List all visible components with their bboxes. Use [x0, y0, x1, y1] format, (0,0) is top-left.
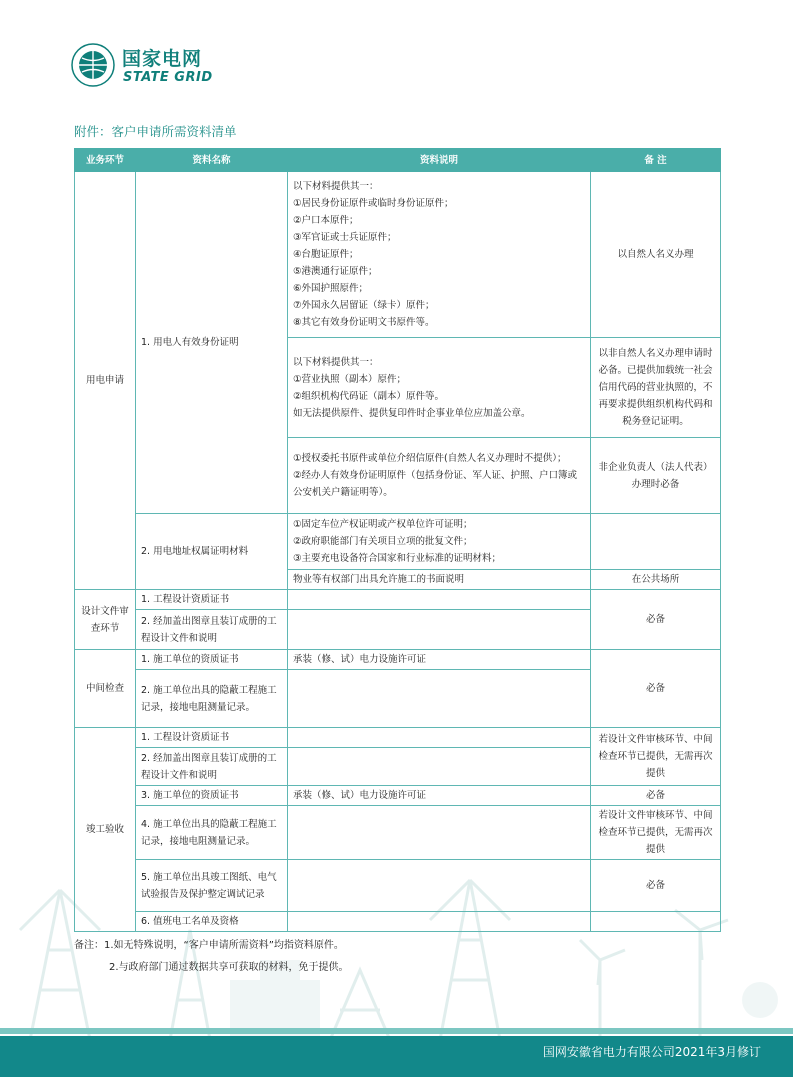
material-desc-cell: 物业等有权部门出具允许施工的书面说明 — [288, 570, 591, 590]
desc-line: ②组织机构代码证（副本）原件等。 — [293, 390, 445, 402]
material-name-cell: 1. 工程设计资质证书 — [136, 728, 288, 748]
material-name-cell: 2. 用电地址权属证明材料 — [136, 514, 288, 590]
remark-cell: 必备 — [591, 786, 721, 806]
material-name-cell: 1. 工程设计资质证书 — [136, 590, 288, 610]
header-stage: 业务环节 — [75, 149, 136, 172]
desc-line: ①营业执照（副本）原件； — [293, 373, 407, 385]
table-row — [75, 806, 721, 860]
material-desc-cell — [288, 590, 591, 610]
stage-cell: 设计文件审查环节 — [75, 590, 136, 650]
desc-line: ②经办人有效身份证明原件（包括身份证、军人证、护照、户口簿或公安机关户籍证明等）。 — [293, 470, 578, 498]
remark-cell: 非企业负责人（法人代表）办理时必备 — [591, 438, 721, 514]
material-name-cell: 1. 施工单位的资质证书 — [136, 650, 288, 670]
footer-accent-bar — [0, 1028, 793, 1034]
header-material-desc: 资料说明 — [288, 149, 591, 172]
table-row — [75, 912, 721, 932]
material-desc-cell — [288, 806, 591, 860]
header-material-name: 资料名称 — [136, 149, 288, 172]
table-row — [75, 590, 721, 610]
remark-cell: 若设计文件审核环节、中间检查环节已提供，无需再次提供 — [591, 728, 721, 786]
material-desc-cell — [288, 728, 591, 748]
desc-line: ⑤港澳通行证原件； — [293, 266, 378, 277]
materials-table — [74, 148, 721, 932]
table-row — [75, 650, 721, 670]
remark-cell — [591, 514, 721, 570]
footer-revision-text: 国网安徽省电力有限公司2021年3月修订 — [542, 1045, 761, 1059]
table-row — [75, 786, 721, 806]
header-remark: 备 注 — [591, 149, 721, 172]
desc-line: ①授权委托书原件或单位介绍信原件(自然人名义办理时不提供）； — [293, 453, 567, 464]
remark-cell — [591, 912, 721, 932]
desc-line: ④台胞证原件； — [293, 249, 359, 260]
material-desc-cell — [288, 172, 591, 338]
state-grid-logo — [70, 42, 245, 92]
table-header-row — [75, 149, 721, 172]
material-desc-cell — [288, 514, 591, 570]
remark-cell: 必备 — [591, 860, 721, 912]
material-name-cell: 2. 经加盖出图章且装订成册的工程设计文件和说明 — [136, 610, 288, 650]
logo-chinese-name: 国家电网 — [122, 48, 203, 70]
table-row — [75, 514, 721, 570]
stage-cell: 用电申请 — [75, 172, 136, 590]
desc-line: ⑦外国永久居留证（绿卡）原件； — [293, 300, 435, 311]
material-name-cell: 3. 施工单位的资质证书 — [136, 786, 288, 806]
remark-cell: 在公共场所 — [591, 570, 721, 590]
remark-cell: 以自然人名义办理 — [591, 172, 721, 338]
material-desc-cell — [288, 438, 591, 514]
material-desc-cell — [288, 670, 591, 728]
desc-line: ③军官证或士兵证原件； — [293, 232, 397, 243]
stage-cell: 竣工验收 — [75, 728, 136, 932]
desc-line: ③主要充电设备符合国家和行业标准的证明材料； — [293, 553, 502, 564]
material-desc-cell: 承装（修、试）电力设施许可证 — [288, 650, 591, 670]
material-desc-cell — [288, 860, 591, 912]
material-name-cell: 2. 施工单位出具的隐蔽工程施工记录，接地电阻测量记录。 — [136, 670, 288, 728]
stage-cell: 中间检查 — [75, 650, 136, 728]
material-name-cell: 1. 用电人有效身份证明 — [136, 172, 288, 514]
state-grid-globe-icon — [70, 42, 116, 88]
table-row — [75, 728, 721, 748]
desc-line: 以下材料提供其一： — [293, 356, 379, 368]
desc-line: ⑥外国护照原件； — [293, 283, 369, 294]
remark-cell: 以非自然人名义办理申请时必备。已提供加载统一社会信用代码的营业执照的，不再要求提供组织机构代码和税务登记证明。 — [591, 338, 721, 438]
desc-line: ②户口本原件； — [293, 215, 359, 226]
desc-line: 以下材料提供其一： — [293, 181, 379, 192]
material-name-cell: 2. 经加盖出图章且装订成册的工程设计文件和说明 — [136, 748, 288, 786]
material-desc-cell — [288, 338, 591, 438]
remark-cell: 必备 — [591, 650, 721, 728]
material-desc-cell — [288, 610, 591, 650]
material-desc-cell: 承装（修、试）电力设施许可证 — [288, 786, 591, 806]
desc-line: ②政府职能部门有关项目立项的批复文件； — [293, 536, 473, 547]
desc-line: 如无法提供原件、提供复印件时企事业单位应加盖公章。 — [293, 407, 531, 419]
notes — [74, 935, 349, 979]
remark-cell: 必备 — [591, 590, 721, 650]
material-desc-cell — [288, 912, 591, 932]
table-row — [75, 860, 721, 912]
material-name-cell: 4. 施工单位出具的隐蔽工程施工记录，接地电阻测量记录。 — [136, 806, 288, 860]
table-row — [75, 172, 721, 338]
material-name-cell: 5. 施工单位出具竣工图纸、电气试验报告及保护整定调试记录 — [136, 860, 288, 912]
desc-line: ⑧其它有效身份证明文书原件等。 — [293, 317, 435, 328]
logo-english-name: STATE GRID — [123, 70, 213, 85]
material-desc-cell — [288, 748, 591, 786]
note-2: 2.与政府部门通过数据共享可获取的材料，免于提供。 — [109, 962, 349, 973]
desc-line: ①固定车位产权证明或产权单位许可证明； — [293, 519, 473, 530]
remark-cell: 若设计文件审核环节、中间检查环节已提供，无需再次提供 — [591, 806, 721, 860]
material-name-cell: 6. 值班电工名单及资格 — [136, 912, 288, 932]
desc-line: ①居民身份证原件或临时身份证原件； — [293, 198, 454, 209]
attachment-title: 附件：客户申请所需资料清单 — [74, 124, 237, 139]
note-1: 备注：1.如无特殊说明，“客户申请所需资料”均指资料原件。 — [74, 940, 344, 951]
